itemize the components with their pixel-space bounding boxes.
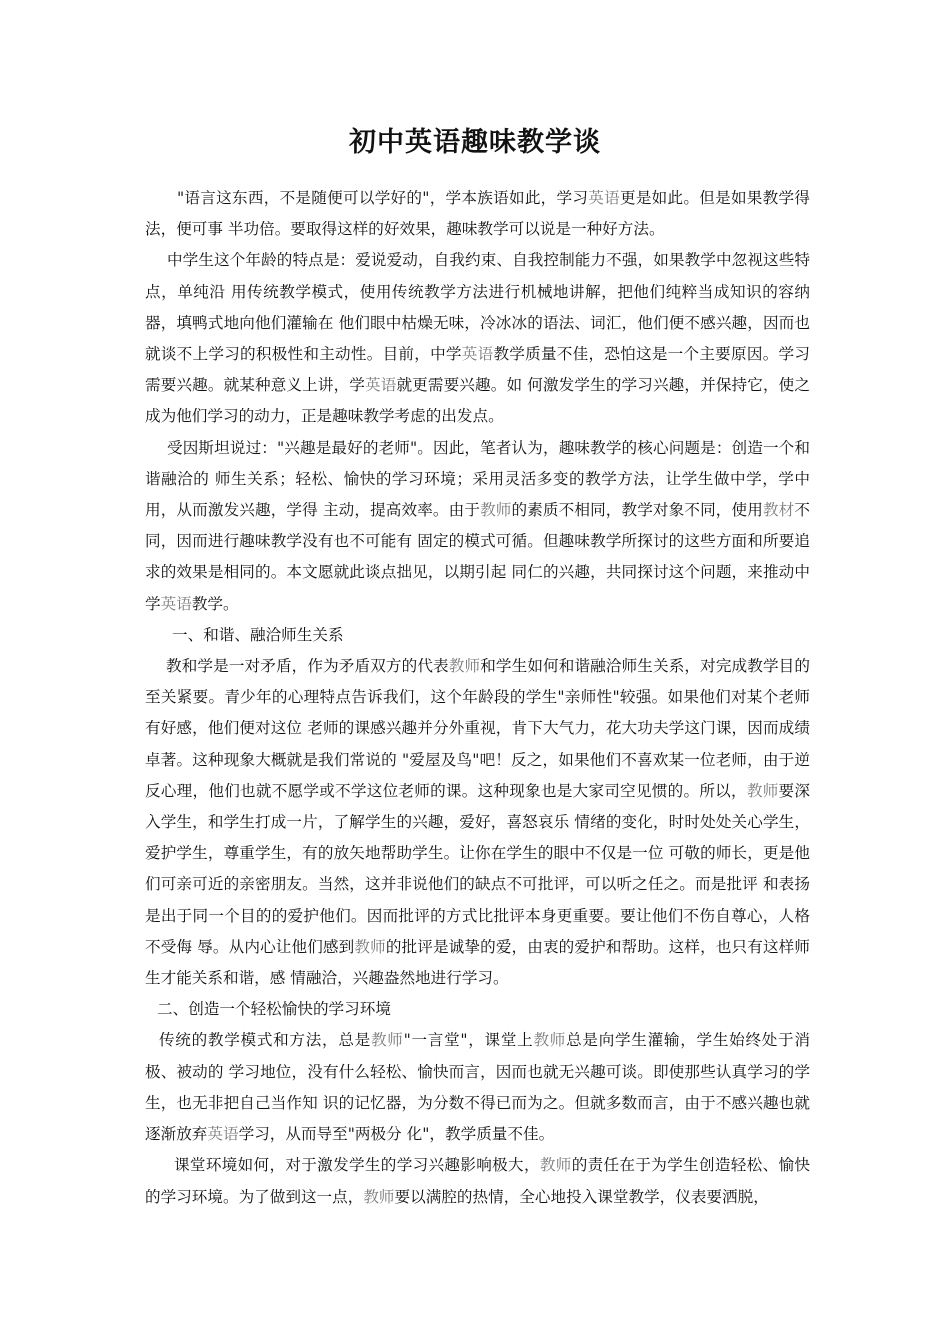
- section-heading: [145, 620, 810, 651]
- text-run: 要以满腔的热情，全心地投入课堂教学，仪表要洒脱，: [394, 1187, 769, 1206]
- text-run: "语言这东西，不是随便可以学好的"，学本族语如此，学习: [177, 189, 589, 207]
- document-body: [145, 183, 810, 1213]
- text-run: 不同，因而进行趣味教学没有也不可能有 固定的模式可循。但趣味教学所探讨的这些方面和所要追求的效果是相同的。本文愿就此谈点拙见，以期引起 同仁的兴趣，共同探讨这个问题，来推动中学: [145, 501, 810, 613]
- text-run: 的批评是诚挚的爱，由衷的爱护和帮助。这样，也只有这样师生才能关系和谐，感 情融洽，兴趣盎然地进行学习。: [145, 937, 810, 988]
- text-run: 的责任在于为学生创造轻松、愉快的学习环境。为了做到这一点，: [145, 1156, 810, 1206]
- paragraph: [145, 433, 810, 620]
- keyword-link[interactable]: 教师: [448, 657, 481, 676]
- paragraph: [145, 1025, 810, 1150]
- paragraph: [145, 245, 810, 432]
- text-run: 课堂环境如何，对于激发学生的学习兴趣影响极大，: [174, 1156, 540, 1175]
- text-run: 更是如此。但是如果教学得法，便可事 半功倍。要取得这样的好效果，趣味教学可以说是一种好方法。: [145, 189, 810, 239]
- paragraph: [145, 1150, 810, 1212]
- keyword-link[interactable]: 英语: [160, 594, 192, 613]
- text-run: 中学生这个年龄的特点是：爱说爱动，自我约束、自我控制能力不强，如果教学中忽视这些特点，单纯沿 用传统教学模式，使用传统教学方法进行机械地讲解，把他们纯粹当成知识的容纳器，填鸭式地向他们灌输在 他们眼中枯燥无味，冷冰冰的语法、词汇，他们便不感兴趣，因而也就谈不上学习的积极性和主动性。目前，中学: [145, 251, 810, 364]
- keyword-link[interactable]: 英语: [365, 376, 397, 395]
- keyword-link[interactable]: 英语: [588, 189, 620, 207]
- text-run: 二、创造一个轻松愉快的学习环境: [157, 1000, 391, 1019]
- document-title: 初中英语趣味教学谈: [349, 127, 601, 158]
- section-heading: [145, 994, 810, 1025]
- text-run: 的素质不相同，教学对象不同，使用: [511, 501, 763, 520]
- paragraph: [145, 651, 810, 994]
- text-run: "一言堂"，课堂上: [403, 1031, 534, 1050]
- text-run: 要深入学生，和学生打成一片，了解学生的兴趣，爱好，喜怒哀乐 情绪的变化，时时处处关心学生，爱护学生，尊重学生，有的放矢地帮助学生。让你在学生的眼中不仅是一位 可敬的师长，更是他们可亲可近的亲密朋友。当然，这并非说他们的缺点不可批评，可以听之任之。而是批评 和表扬是出于同一个目的的爱护他们。因而批评的方式比批评本身更重要。要让他们不伤自尊心，人格不受侮 辱。从内心让他们感到: [145, 781, 810, 956]
- keyword-link[interactable]: 教师: [746, 781, 779, 800]
- text-run: 受因斯坦说过："兴趣是最好的老师"。因此，笔者认为，趣味教学的核心问题是：创造一个和谐融洽的 师生关系；轻松、愉快的学习环境；采用灵活多变的教学方法，让学生做中学，学中用，从而激发兴趣，学得 主动，提高效率。由于: [145, 438, 810, 520]
- text-run: 传统的教学模式和方法，总是: [159, 1031, 371, 1050]
- keyword-link[interactable]: 英语: [207, 1125, 239, 1144]
- keyword-link[interactable]: 教师: [533, 1031, 567, 1050]
- keyword-link[interactable]: 教师: [370, 1031, 404, 1050]
- text-run: 教学。: [191, 594, 239, 613]
- keyword-link[interactable]: 教师: [539, 1156, 572, 1175]
- keyword-link[interactable]: 教师: [354, 937, 386, 956]
- text-run: 和学生如何和谐融洽师生关系，对完成教学目的至关紧要。青少年的心理特点告诉我们，这个年龄段的学生"亲师性"较强。如果他们对某个老师有好感，他们便对这位 老师的课感兴趣并分外重视，肯下大气力，花大功夫学这门课，因而成绩卓著。这种现象大概就是我们常说的 "爱屋及鸟"吧！反之，如果他们不喜欢某一位老师，由于逆反心理，他们也就不愿学或不学这位老师的课。这种现象也是大家司空见惯的。所以，: [145, 657, 810, 800]
- keyword-link[interactable]: 英语: [461, 345, 494, 364]
- text-run: 总是向学生灌输，学生始终处于消极、被动的 学习地位，没有什么轻松、愉快而言，因而也就无兴趣可谈。即使那些认真学习的学生，也无非把自己当作知 识的记忆器，为分数不得已而为之。但就多数而言，由于不感兴趣也就逐渐放弃: [145, 1031, 810, 1144]
- text-run: 就更需要兴趣。如 何激发学生的学习兴趣，并保持它，使之成为他们学习的动力，正是趣味教学考虑的出发点。: [145, 376, 810, 426]
- text-run: 教学质量不佳，恐怕这是一个主要原因。学习需要兴趣。就某种意义上讲，学: [145, 345, 810, 395]
- text-run: 一、和谐、融洽师生关系: [172, 625, 344, 644]
- text-run: 学习，从而导至"两极分 化"，教学质量不佳。: [238, 1125, 555, 1144]
- keyword-link[interactable]: 教师: [480, 501, 512, 520]
- keyword-link[interactable]: 教师: [363, 1187, 395, 1206]
- paragraph: [145, 183, 810, 245]
- keyword-link[interactable]: 教材: [762, 501, 795, 520]
- text-run: 教和学是一对矛盾，作为矛盾双方的代表: [166, 657, 449, 676]
